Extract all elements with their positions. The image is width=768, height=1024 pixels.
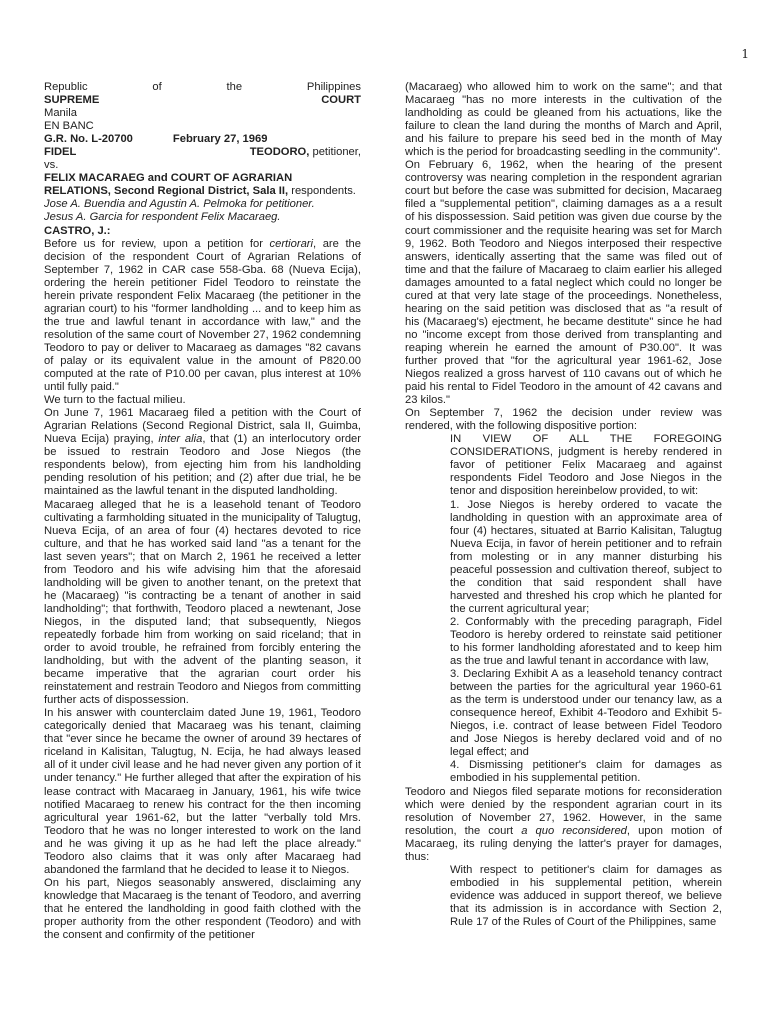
counsel-respondent: Jesus A. Garcia for respondent Felix Macaraeg. bbox=[44, 211, 281, 224]
quoted-paragraph: IN VIEW OF ALL THE FOREGOING CONSIDERATIONS, judgment is hereby rendered in favor of petitioner Felix Macaraeg and against respondents Fidel Teodoro and Jose Niegos in the tenor and disposition hereinbelow provided, to wit: bbox=[450, 433, 722, 498]
header-word: of bbox=[152, 81, 162, 93]
header-word: SUPREME bbox=[44, 94, 100, 107]
respondents-line2 bbox=[44, 185, 361, 198]
versus: vs. bbox=[44, 159, 59, 172]
text-run: On June 7, 1961 Macaraeg filed a petition with the Court of Agrarian Relations (Second Regional District, sala II, Guimba, Nueva Ecija) praying, bbox=[44, 407, 361, 446]
text-run-italic: inter alia bbox=[158, 433, 203, 446]
quoted-paragraph: 3. Declaring Exhibit A as a leasehold tenancy contract between the parties for the agricultural year 1960-61 as the term is understood under our tenancy law, as a consequence hereof, Exhibit 4-Teodoro and Exhibit 5-Niegos, i.e. contract of lease between Fidel Teodoro and Jose Niegos is hereby declared void and of no legal effect; and bbox=[450, 668, 722, 759]
paragraph: (Macaraeg) who allowed him to work on the same"; and that Macaraeg "has no more interests in the cultivation of the landholding as could be gleaned from his actuations, like the failure to clean the land during the months of March and April, and his failure to prepare his seed bed in the month of May which is the period for broadcasting seedling in the community". bbox=[405, 81, 722, 159]
header-division: EN BANC bbox=[44, 120, 94, 133]
text-run: , upon motion of Macaraeg, its ruling denying the latter's prayer for damages, thus: bbox=[405, 824, 722, 863]
respondents-role: respondents. bbox=[288, 185, 356, 198]
counsel-petitioner: Jose A. Buendia and Agustin A. Pelmoka for petitioner. bbox=[44, 198, 315, 211]
quoted-paragraph: With respect to petitioner's claim for damages as embodied in his supplemental petition, wherein evidence was adduced in support thereof, we believe that its admission is in accordance with Section 2, Rule 17 of the Rules of Court of the Philippines, same bbox=[450, 863, 722, 928]
paragraph bbox=[405, 786, 722, 864]
header-word: Republic bbox=[44, 81, 88, 93]
paragraph: We turn to the factual milieu. bbox=[44, 394, 186, 407]
petitioner-first: FIDEL bbox=[44, 146, 77, 159]
header-word: COURT bbox=[321, 94, 361, 107]
respondents-line1: FELIX MACARAEG and COURT OF AGRARIAN bbox=[44, 172, 293, 185]
text-run: , that (1) an interlocutory order be issued to restrain Teodoro and Jose Niegos (the respondents below), from ejecting him from his landholding pending resolution of his petition; and (2) after due trial, he be maintained as the lawful tenant in the disputed landholding. bbox=[44, 433, 361, 498]
paragraph: In his answer with counterclaim dated June 19, 1961, Teodoro categorically denied that Macaraeg was his tenant, claiming that "ever since he became the owner of around 39 hectares of riceland in Kalisitan, Talugtug, N. Ecija, he had always leased all of it under civil lease and he had never given any portion of it under tenancy." He further alleged that after the expiration of his lease contract with Macaraeg in January, 1961, his wife twice notified Macaraeg to renew his contract for the then incoming agricultural year 1961-62, but the latter "verbally told Mrs. Teodoro that he was no longer interested to work on the land and he was giving it up as he had left the place already." Teodoro also claims that it was only after Macaraeg had abandoned the farmland that he decided to lease it to Niegos. bbox=[44, 707, 361, 876]
text-run: , are the decision of the respondent Court of Agrarian Relations of September 7, 1962 in CAR case 558-Gba. 68 (Nueva Ecija), ordering the herein petitioner Fidel Teodoro to reinstate the herein private respondent Felix Macaraeg (the petitioner in the agrarian court) to his "former landholding ... and to keep him as the true and lawful tenant in accordance with law," and the resolution of the same court of November 27, 1962 condemning Teodoro to pay or deliver to Macaraeg as damages "82 cavans of palay or its equivalent value in the amount of P820.00 computed at the rate of P10.00 per cavan, plus interest at 10% until fully paid." bbox=[44, 237, 361, 394]
header-supreme-court bbox=[44, 94, 361, 107]
left-column bbox=[44, 81, 361, 942]
petitioner-line bbox=[44, 146, 361, 159]
header-city: Manila bbox=[44, 107, 77, 120]
right-column bbox=[405, 81, 722, 929]
text-run-italic: a quo reconsidered bbox=[521, 824, 627, 837]
paragraph: Macaraeg alleged that he is a leasehold tenant of Teodoro cultivating a farmholding situated in the municipality of Talugtug, Nueva Ecija, of an area of four (4) hectares devoted to rice culture, and that he has worked said land "as a tenant for the last seven years"; that on March 2, 1961 he received a letter from Teodoro and his wife advising him that the aforesaid landholding will be given to another tenant, on the pretext that he (Macaraeg) "is contracting be a tenant of another in said landholding"; that forthwith, Teodoro placed a newtenant, Jose Niegos, in the disputed land; that subsequently, Niegos repeatedly forbade him from working on said riceland; that in order to avoid trouble, he refrained from forcibly entering the landholding, but with the advent of the planting season, it became imperative that the agrarian court order his reinstatement and restrain Teodoro and Niegos from committing further acts of dispossession. bbox=[44, 498, 361, 707]
header-word: Philippines bbox=[306, 81, 361, 93]
quoted-paragraph: 1. Jose Niegos is hereby ordered to vacate the landholding in question with an approximate area of four (4) hectares, situated at Barrio Kalisitan, Talugtug Nueva Ecija, in favor of herein petitioner and to refrain from molesting or in any manner disturbing his peaceful possession and cultivation thereof, subject to the condition that said respondent shall have harvested and threshed his crop which he planted for the current agricultural year; bbox=[450, 498, 722, 615]
paragraph: On his part, Niegos seasonably answered, disclaiming any knowledge that Macaraeg is the tenant of Teodoro, and averring that he entered the landholding in good faith clothed with the proper authority from the other respondent (Teodoro) and with the consent and confirmity of the petitioner bbox=[44, 876, 361, 942]
decision-date: February 27, 1969 bbox=[172, 133, 268, 146]
petitioner-rest bbox=[250, 146, 361, 159]
respondents-names: RELATIONS, Second Regional District, Sala II, bbox=[44, 185, 289, 198]
gr-number: G.R. No. L-20700 bbox=[44, 133, 133, 146]
petitioner-surname: TEODORO, bbox=[249, 146, 310, 159]
text-run: Teodoro and Niegos filed separate motions for reconsideration which were denied by the respondent agrarian court in its resolution of November 27, 1962. However, in the same resolution, the court bbox=[405, 785, 722, 837]
header-word: the bbox=[226, 81, 243, 93]
quoted-paragraph: 2. Conformably with the preceding paragraph, Fidel Teodoro is hereby ordered to reinstate said petitioner to his former landholding aforestated and to keep him as the true and lawful tenant in accordance with law, bbox=[450, 615, 722, 668]
paragraph: On February 6, 1962, when the hearing of the present controversy was nearing completion in the respondent agrarian court but before the case was submitted for decision, Macaraeg filed a "supplemental petition", claiming damages as a a result of his dispossession. Said petition was given due course by the court commissioner and the requisite hearing was set for March 9, 1962. Both Teodoro and Niegos interposed their respective answers, identically asserting that the same was filed out of time and that the failure of Macaraeg to claim earlier his alleged damages amounted to a fatal neglect which could no longer be cured at that very late stage of the proceedings. Nonetheless, hearing on the said petition was disclosed that as "a result of his (Macaraeg's) ejectment, he became destitute" since he had no "income except from those derived from transplanting and reaping wherein he earned the amount of P30.00". It was further proved that "for the agricultural year 1961-62, Jose Niegos realized a gross harvest of 110 cavans out of which he paid his rental to Fidel Teodoro in the amount of 42 cavans and 23 kilos." bbox=[405, 159, 722, 407]
quoted-paragraph: 4. Dismissing petitioner's claim for damages as embodied in his supplemental petition. bbox=[450, 759, 722, 785]
text-run-italic: certiorari bbox=[269, 237, 314, 250]
page-number: 1 bbox=[741, 47, 749, 61]
paragraph bbox=[44, 407, 361, 498]
paragraph: On September 7, 1962 the decision under review was rendered, with the following dispositive portion: bbox=[405, 407, 722, 433]
text-run: Before us for review, upon a petition for bbox=[44, 237, 270, 250]
petitioner-role: petitioner, bbox=[309, 146, 361, 159]
case-line bbox=[44, 133, 361, 146]
paragraph bbox=[44, 238, 361, 395]
ponente: CASTRO, J.: bbox=[44, 224, 111, 237]
header-republic bbox=[44, 81, 361, 94]
